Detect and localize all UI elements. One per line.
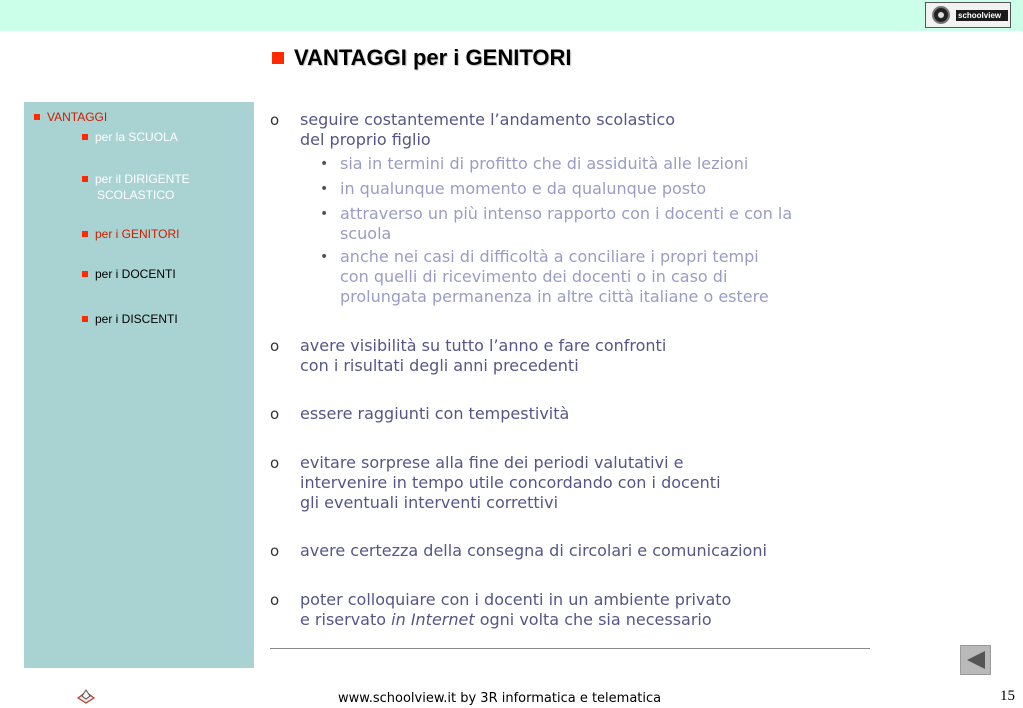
footer-text: www.schoolview.it by 3R informatica e telematica [338, 691, 662, 706]
sidebar-item-docenti[interactable] [82, 266, 176, 282]
list-item-line: intervenire in tempo utile concordando con i docenti [300, 473, 721, 492]
circle-bullet-icon: o [270, 405, 280, 423]
sub-list-item-line: attraverso un più intenso rapporto con i docenti e con la [340, 204, 793, 223]
sidebar-item-label: per i GENITORI [95, 227, 180, 241]
list-item-line: con i risultati degli anni precedenti [300, 356, 579, 375]
dot-bullet-icon: • [320, 156, 329, 172]
red-square-bullet-icon [34, 114, 40, 120]
circle-bullet-icon: o [270, 454, 280, 472]
sub-list-item-text [340, 247, 769, 307]
list-item-line: gli eventuali interventi correttivi [300, 493, 559, 512]
sidebar-item-dirigente[interactable] [82, 171, 190, 203]
red-square-bullet-icon [82, 134, 88, 140]
sidebar-item-scuola[interactable] [82, 129, 178, 145]
sub-list-item [320, 154, 870, 174]
red-square-bullet-icon [82, 316, 88, 322]
list-item-line: avere visibilità su tutto l’anno e fare confronti [300, 336, 667, 355]
back-button[interactable] [960, 645, 991, 675]
dot-bullet-icon: • [320, 249, 329, 265]
page-title-text: VANTAGGI per i GENITORI [294, 45, 572, 70]
circle-bullet-icon: o [270, 542, 280, 560]
list-item-text [300, 110, 675, 150]
sidebar-item-discenti[interactable] [82, 311, 178, 327]
sidebar-item-label: VANTAGGI [47, 110, 108, 124]
list-item [270, 404, 880, 424]
schoolview-logo[interactable] [925, 2, 1011, 28]
sidebar-item-genitori[interactable] [82, 226, 179, 242]
sub-list-item-text: sia in termini di profitto che di assiduità alle lezioni [340, 154, 749, 173]
sub-list-item-line: con quelli di ricevimento dei docenti o in caso di [340, 267, 728, 286]
dot-bullet-icon: • [320, 181, 329, 197]
list-item [270, 336, 880, 376]
list-item-text [300, 336, 666, 376]
circle-bullet-icon: o [270, 591, 280, 609]
list-item-line: del proprio figlio [300, 130, 431, 149]
sub-list-item [320, 179, 870, 199]
sub-list-item-line: prolungata permanenza in altre città italiane o estere [340, 287, 769, 306]
sidebar [24, 101, 254, 668]
sidebar-item-label: per i DISCENTI [95, 312, 178, 326]
sub-list-item-line: anche nei casi di difficoltà a conciliare i propri tempi [340, 247, 759, 266]
circle-bullet-icon: o [270, 111, 280, 129]
sub-list-item [320, 204, 870, 244]
list-item-line: evitare sorprese alla fine dei periodi valutativi e [300, 453, 684, 472]
list-item-line: seguire costantemente l’andamento scolastico [300, 110, 676, 129]
list-item-text: essere raggiunti con tempestività [300, 404, 570, 423]
dot-bullet-icon: • [320, 206, 329, 222]
list-item-text [300, 590, 731, 630]
red-square-bullet-icon [82, 176, 88, 182]
list-item [270, 541, 880, 561]
sub-list-item-text: in qualunque momento e da qualunque posto [340, 179, 707, 198]
red-square-bullet-icon [272, 52, 284, 64]
list-item [270, 453, 880, 513]
red-square-bullet-icon [82, 231, 88, 237]
list-item-text [300, 453, 721, 513]
sidebar-item-label: per la SCUOLA [95, 130, 178, 144]
sidebar-item-label-line1: per il DIRIGENTE [95, 172, 190, 186]
list-item [270, 590, 880, 630]
list-item-line: poter colloquiare con i docenti in un ambiente privato [300, 590, 732, 609]
sidebar-item-label [95, 171, 190, 203]
logo-wordmark: schoolview [956, 10, 1008, 21]
divider [270, 648, 870, 649]
page-number: 15 [1000, 688, 1015, 704]
list-item-line-start: e riservato [300, 610, 392, 629]
sub-list-item [320, 247, 870, 307]
list-item-text: avere certezza della consegna di circolari e comunicazioni [300, 541, 767, 560]
page-title [272, 42, 571, 74]
circle-bullet-icon: o [270, 337, 280, 355]
sidebar-item-label: per i DOCENTI [95, 267, 176, 281]
list-item-emphasis: in Internet [391, 610, 475, 629]
3r-logo-icon[interactable] [76, 688, 96, 704]
sub-list-item-text [340, 204, 792, 244]
sidebar-item-vantaggi[interactable] [34, 109, 107, 125]
sub-list-item-line: scuola [340, 224, 392, 243]
top-bar [0, 0, 1023, 31]
sidebar-item-label-line2: SCOLASTICO [97, 188, 175, 202]
eye-icon [932, 6, 950, 24]
red-square-bullet-icon [82, 271, 88, 277]
list-item-line-end: ogni volta che sia necessario [474, 610, 712, 629]
list-item [270, 110, 880, 150]
